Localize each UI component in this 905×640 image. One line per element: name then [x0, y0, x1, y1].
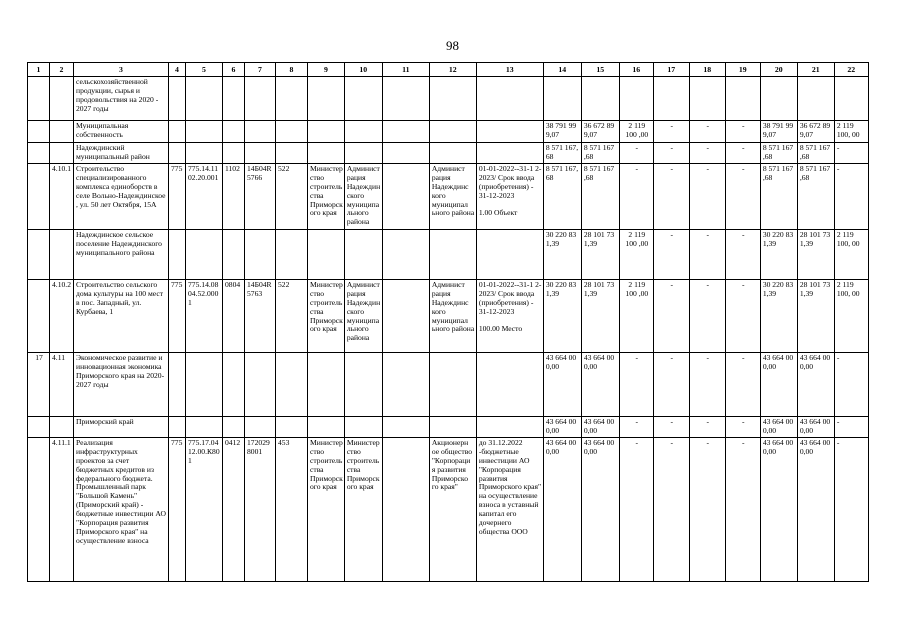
header-cell: 22 [834, 63, 868, 77]
table-cell-col-8 [276, 230, 308, 280]
table-cell-col-4 [169, 121, 186, 143]
table-cell-col-5: 775.14.08 04.52.000 1 [186, 280, 223, 353]
table-cell-col-22: 2 119 100, 00 [834, 121, 868, 143]
table-cell-col-2: 4.11 [50, 353, 74, 417]
table-cell-col-9 [308, 143, 345, 164]
table-cell-col-18: - [689, 143, 725, 164]
table-cell-col-14: 43 664 00 0,00 [543, 438, 581, 582]
table-cell-col-21: 43 664 00 0,00 [797, 353, 834, 417]
table-cell-col-9 [308, 77, 345, 121]
table-cell-col-10: Админист рация Надеждин ского муниципа льного района [344, 280, 382, 353]
table-cell-col-2 [50, 121, 74, 143]
header-cell: 7 [245, 63, 276, 77]
table-cell-col-21: 8 571 167 ,68 [797, 164, 834, 230]
table-cell-col-20 [760, 77, 797, 121]
table-cell-col-5 [186, 143, 223, 164]
table-cell-col-5 [186, 121, 223, 143]
table-cell-col-8: 453 [276, 438, 308, 582]
header-cell: 17 [653, 63, 689, 77]
table-cell-col-10: Админист рация Надеждин ского муниципа льного района [344, 164, 382, 230]
table-cell-col-3: сельскохозяйственной продукции, сырья и продовольствия на 2020 - 2027 годы [74, 77, 169, 121]
table-cell-col-8 [276, 417, 308, 438]
table-cell-col-17: - [653, 164, 689, 230]
table-cell-col-2 [50, 77, 74, 121]
table-cell-col-3: Строительство специализированного комплекса единоборств в селе Вольно-Надеждинское , ул. 50 лет Октября, 15А [74, 164, 169, 230]
table-cell-col-14: 30 220 83 1,39 [543, 280, 581, 353]
table-cell-col-8: 522 [276, 164, 308, 230]
table-cell-col-15: 36 672 89 9,07 [581, 121, 619, 143]
table-cell-col-7: 14Б04R 5766 [245, 164, 276, 230]
table-cell-col-18: - [689, 280, 725, 353]
table-cell-col-10 [344, 77, 382, 121]
header-cell: 21 [797, 63, 834, 77]
table-cell-col-18: - [689, 230, 725, 280]
table-cell-col-9: Министер ство строитель ства Приморск ого края [308, 280, 345, 353]
table-cell-col-3: Экономическое развитие и инновационная экономика Приморского края на 2020-2027 годы [74, 353, 169, 417]
table-cell-col-8 [276, 353, 308, 417]
table-cell-col-3: Приморский край [74, 417, 169, 438]
table-cell-col-15 [581, 77, 619, 121]
table-cell-col-12 [429, 77, 476, 121]
table-cell-col-16: - [619, 438, 653, 582]
table-cell-col-11 [382, 143, 429, 164]
table-cell-col-5 [186, 77, 223, 121]
table-cell-col-9 [308, 121, 345, 143]
table-cell-col-1 [28, 121, 50, 143]
table-cell-col-19: - [725, 438, 760, 582]
table-row [28, 143, 869, 164]
table-row [28, 353, 869, 417]
table-cell-col-11 [382, 121, 429, 143]
table-cell-col-21: 28 101 73 1,39 [797, 280, 834, 353]
table-cell-col-7 [245, 77, 276, 121]
table-cell-col-4: 775 [169, 438, 186, 582]
header-cell: 13 [476, 63, 543, 77]
table-cell-col-4 [169, 417, 186, 438]
header-cell: 16 [619, 63, 653, 77]
header-cell: 20 [760, 63, 797, 77]
table-cell-col-19: - [725, 417, 760, 438]
table-cell-col-18 [689, 77, 725, 121]
table-cell-col-20: 30 220 83 1,39 [760, 280, 797, 353]
table-cell-col-5: 775.17.04 12.00.К80 1 [186, 438, 223, 582]
table-cell-col-13 [476, 230, 543, 280]
table-cell-col-20: 30 220 83 1,39 [760, 230, 797, 280]
table-cell-col-4: 775 [169, 280, 186, 353]
table-cell-col-20: 43 664 00 0,00 [760, 417, 797, 438]
table-cell-col-1 [28, 417, 50, 438]
header-cell: 8 [276, 63, 308, 77]
table-cell-col-2 [50, 230, 74, 280]
table-cell-col-19: - [725, 143, 760, 164]
table-cell-col-11 [382, 438, 429, 582]
table-cell-col-17: - [653, 230, 689, 280]
table-cell-col-3: Реализация инфраструктурных проектов за счет бюджетных кредитов из федерального бюджета. Промышленный парк "Большой Камень" (Приморский край) - бюджетные инвестиции АО "Корпорация развития Приморского края" на осуществление взноса [74, 438, 169, 582]
table-cell-col-3: Надеждинское сельское поселение Надеждинского муниципального района [74, 230, 169, 280]
table-cell-col-6: 0412 [223, 438, 245, 582]
table-cell-col-13 [476, 121, 543, 143]
table-cell-col-17: - [653, 280, 689, 353]
table-cell-col-22: - [834, 164, 868, 230]
table-row [28, 280, 869, 353]
table-cell-col-19: - [725, 280, 760, 353]
table-cell-col-16: - [619, 164, 653, 230]
table-cell-col-14: 8 571 167, 68 [543, 143, 581, 164]
table-cell-col-21: 8 571 167 ,68 [797, 143, 834, 164]
table-cell-col-10: Министер ство строитель ства Приморск ого края [344, 438, 382, 582]
table-cell-col-5: 775.14.11 02.20.001 [186, 164, 223, 230]
table-row [28, 164, 869, 230]
table-cell-col-13 [476, 417, 543, 438]
table-cell-col-18: - [689, 164, 725, 230]
table-cell-col-12 [429, 121, 476, 143]
table-cell-col-15: 43 664 00 0,00 [581, 417, 619, 438]
table-cell-col-9 [308, 230, 345, 280]
table-cell-col-10 [344, 121, 382, 143]
table-cell-col-10 [344, 143, 382, 164]
table-cell-col-12 [429, 417, 476, 438]
table-cell-col-22: - [834, 417, 868, 438]
table-row [28, 121, 869, 143]
header-cell: 1 [28, 63, 50, 77]
table-cell-col-14: 43 664 00 0,00 [543, 353, 581, 417]
table-cell-col-9: Министер ство строитель ства Приморск ого края [308, 438, 345, 582]
table-cell-col-17: - [653, 438, 689, 582]
table-cell-col-1 [28, 230, 50, 280]
table-cell-col-16: 2 119 100 ,00 [619, 121, 653, 143]
table-cell-col-7 [245, 121, 276, 143]
table-cell-col-10 [344, 353, 382, 417]
table-cell-col-12: Акционерн ое общество "Корпораци я развития Приморско го края" [429, 438, 476, 582]
header-cell: 11 [382, 63, 429, 77]
table-cell-col-2 [50, 143, 74, 164]
table-cell-col-3: Надеждинский муниципальный район [74, 143, 169, 164]
table-cell-col-18: - [689, 438, 725, 582]
table-cell-col-6: 1102 [223, 164, 245, 230]
table-cell-col-1 [28, 77, 50, 121]
table-cell-col-6 [223, 230, 245, 280]
table-cell-col-7: 14Б04R 5763 [245, 280, 276, 353]
table-cell-col-18: - [689, 121, 725, 143]
table-cell-col-6 [223, 121, 245, 143]
table-cell-col-14: 38 791 99 9,07 [543, 121, 581, 143]
header-cell: 10 [344, 63, 382, 77]
table-cell-col-11 [382, 164, 429, 230]
table-cell-col-5 [186, 230, 223, 280]
table-cell-col-14: 43 664 00 0,00 [543, 417, 581, 438]
table-cell-col-20: 43 664 00 0,00 [760, 438, 797, 582]
table-row [28, 230, 869, 280]
table-cell-col-1 [28, 143, 50, 164]
header-cell: 6 [223, 63, 245, 77]
table-cell-col-14: 30 220 83 1,39 [543, 230, 581, 280]
table-cell-col-7: 172029 8001 [245, 438, 276, 582]
table-cell-col-16: - [619, 143, 653, 164]
table-cell-col-1 [28, 438, 50, 582]
table-cell-col-19: - [725, 230, 760, 280]
page-number: 98 [446, 38, 459, 53]
table-cell-col-3: Строительство сельского дома культуры на 100 мест в пос. Западный, ул. Курбаева, 1 [74, 280, 169, 353]
table-cell-col-1 [28, 164, 50, 230]
table-cell-col-6 [223, 417, 245, 438]
table-cell-col-20: 38 791 99 9,07 [760, 121, 797, 143]
table-cell-col-22 [834, 77, 868, 121]
table-cell-col-2: 4.10.2 [50, 280, 74, 353]
table-cell-col-9 [308, 417, 345, 438]
header-row [28, 63, 869, 77]
table-cell-col-10 [344, 417, 382, 438]
table-cell-col-12: Админист рация Надеждинс кого муниципал ьного района [429, 164, 476, 230]
table-cell-col-13: до 31.12.2022 -бюджетные инвестиции АО "Корпорация развития Приморского края" на осуществление взноса в уставный капитал его дочернего общества ООО [476, 438, 543, 582]
table-cell-col-6 [223, 143, 245, 164]
table-cell-col-15: 8 571 167 ,68 [581, 164, 619, 230]
table-cell-col-19: - [725, 353, 760, 417]
table-cell-col-13: 01-01-2022--31-1 2-2023/ Срок ввода (приобретения) - 31-12-2023 1.00 Объект [476, 164, 543, 230]
table-cell-col-15: 43 664 00 0,00 [581, 438, 619, 582]
table-cell-col-14: 8 571 167, 68 [543, 164, 581, 230]
table-cell-col-12 [429, 230, 476, 280]
table-cell-col-16: 2 119 100 ,00 [619, 280, 653, 353]
table-cell-col-11 [382, 230, 429, 280]
table-cell-col-12 [429, 353, 476, 417]
table-cell-col-12 [429, 143, 476, 164]
table-cell-col-2: 4.10.1 [50, 164, 74, 230]
table-cell-col-4: 775 [169, 164, 186, 230]
table-cell-col-16: 2 119 100 ,00 [619, 230, 653, 280]
header-cell: 5 [186, 63, 223, 77]
table-cell-col-10 [344, 230, 382, 280]
table-cell-col-22: 2 119 100, 00 [834, 230, 868, 280]
table-cell-col-7 [245, 143, 276, 164]
header-cell: 4 [169, 63, 186, 77]
table-row [28, 438, 869, 582]
header-cell: 19 [725, 63, 760, 77]
table-cell-col-21: 43 664 00 0,00 [797, 438, 834, 582]
table-cell-col-7 [245, 417, 276, 438]
table-cell-col-11 [382, 353, 429, 417]
table-cell-col-6 [223, 353, 245, 417]
header-cell: 18 [689, 63, 725, 77]
table-cell-col-20: 8 571 167 ,68 [760, 164, 797, 230]
table-cell-col-15: 43 664 00 0,00 [581, 353, 619, 417]
table-cell-col-11 [382, 417, 429, 438]
table-cell-col-5 [186, 353, 223, 417]
table-cell-col-5 [186, 417, 223, 438]
table-cell-col-7 [245, 230, 276, 280]
table-cell-col-13 [476, 143, 543, 164]
table-cell-col-22: 2 119 100, 00 [834, 280, 868, 353]
table-cell-col-9 [308, 353, 345, 417]
table-cell-col-17: - [653, 353, 689, 417]
table-cell-col-22: - [834, 143, 868, 164]
table-cell-col-21 [797, 77, 834, 121]
table-cell-col-6: 0804 [223, 280, 245, 353]
table-cell-col-21: 36 672 89 9,07 [797, 121, 834, 143]
table-cell-col-15: 28 101 73 1,39 [581, 230, 619, 280]
table-cell-col-8: 522 [276, 280, 308, 353]
table-cell-col-15: 8 571 167 ,68 [581, 143, 619, 164]
header-cell: 14 [543, 63, 581, 77]
table-cell-col-20: 8 571 167 ,68 [760, 143, 797, 164]
table-cell-col-7 [245, 353, 276, 417]
table-cell-col-9: Министер ство строитель ства Приморск ого края [308, 164, 345, 230]
table-cell-col-13 [476, 353, 543, 417]
table-cell-col-19: - [725, 164, 760, 230]
table-cell-col-4 [169, 77, 186, 121]
table-cell-col-21: 28 101 73 1,39 [797, 230, 834, 280]
table-cell-col-8 [276, 143, 308, 164]
table-cell-col-3: Муниципальная собственность [74, 121, 169, 143]
table-cell-col-4 [169, 353, 186, 417]
table-cell-col-12: Админист рация Надеждинс кого муниципал ьного района [429, 280, 476, 353]
table-cell-col-18: - [689, 417, 725, 438]
table-cell-col-8 [276, 77, 308, 121]
table-cell-col-20: 43 664 00 0,00 [760, 353, 797, 417]
table-cell-col-22: - [834, 353, 868, 417]
header-cell: 15 [581, 63, 619, 77]
table-cell-col-19 [725, 77, 760, 121]
table-cell-col-1: 17 [28, 353, 50, 417]
header-cell: 3 [74, 63, 169, 77]
header-cell: 9 [308, 63, 345, 77]
table-cell-col-16 [619, 77, 653, 121]
table-cell-col-11 [382, 280, 429, 353]
table-cell-col-16: - [619, 417, 653, 438]
table-cell-col-17: - [653, 417, 689, 438]
table-cell-col-2 [50, 417, 74, 438]
table-row [28, 77, 869, 121]
table-cell-col-4 [169, 143, 186, 164]
table-cell-col-2: 4.11.1 [50, 438, 74, 582]
budget-table [27, 62, 869, 582]
table-cell-col-19: - [725, 121, 760, 143]
table-cell-col-13 [476, 77, 543, 121]
table-cell-col-15: 28 101 73 1,39 [581, 280, 619, 353]
table-cell-col-11 [382, 77, 429, 121]
table-cell-col-18: - [689, 353, 725, 417]
table-cell-col-1 [28, 280, 50, 353]
table-cell-col-8 [276, 121, 308, 143]
table-cell-col-16: - [619, 353, 653, 417]
table-cell-col-4 [169, 230, 186, 280]
table-cell-col-13: 01-01-2022--31-1 2-2023/ Срок ввода (приобретения) - 31-12-2023 100.00 Место [476, 280, 543, 353]
table-cell-col-6 [223, 77, 245, 121]
table-cell-col-14 [543, 77, 581, 121]
table-cell-col-17: - [653, 143, 689, 164]
table-cell-col-22: - [834, 438, 868, 582]
table-cell-col-21: 43 664 00 0,00 [797, 417, 834, 438]
table-cell-col-17: - [653, 121, 689, 143]
table-cell-col-17 [653, 77, 689, 121]
header-cell: 12 [429, 63, 476, 77]
table-row [28, 417, 869, 438]
header-cell: 2 [50, 63, 74, 77]
